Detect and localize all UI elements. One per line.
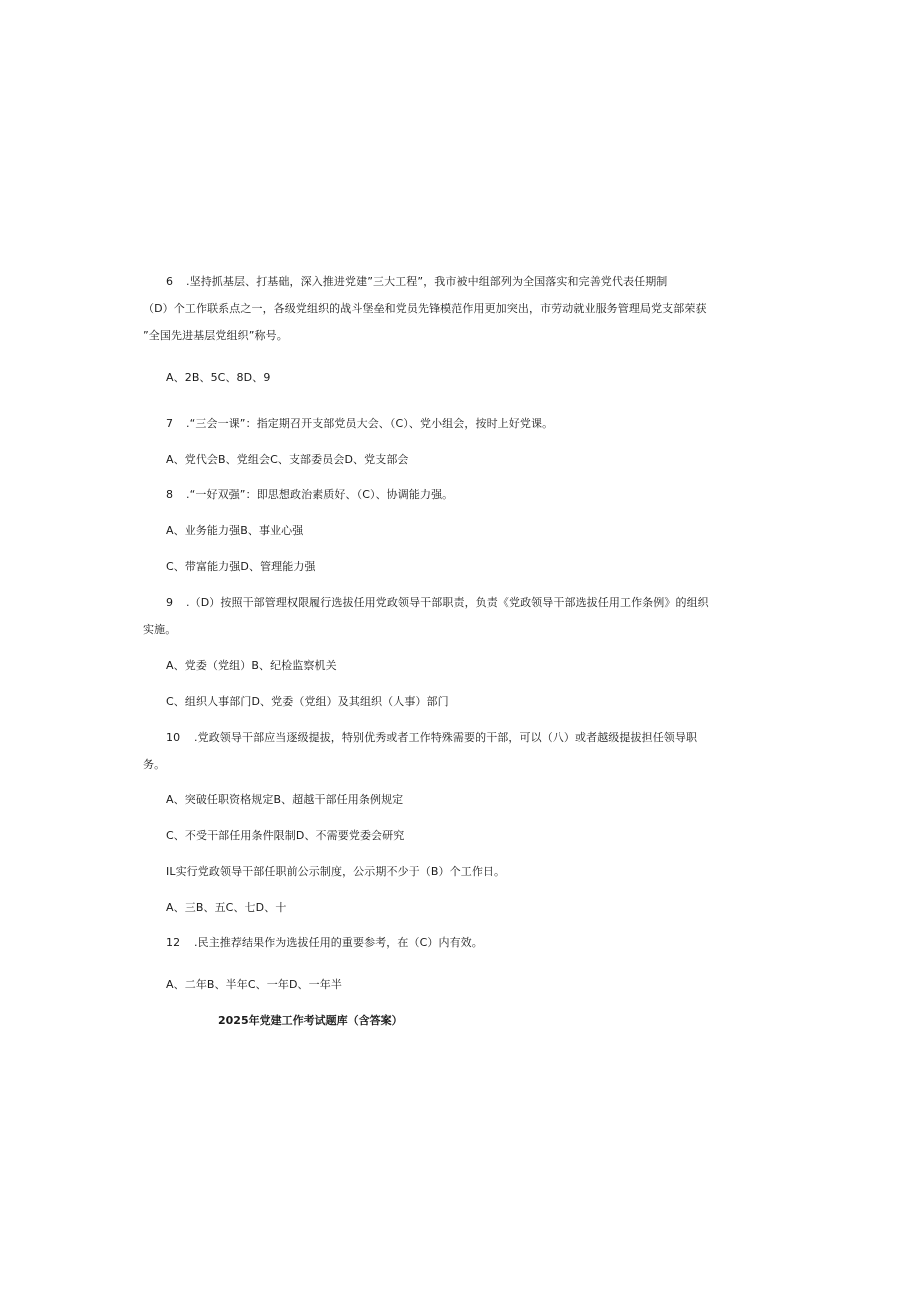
question-6-line-2: （D）个工作联系点之一，各级党组织的战斗堡垒和党员先锋模范作用更加突出，市劳动就业服务管理局党支部荣获 [143, 302, 707, 315]
question-number: 12 [166, 936, 181, 949]
question-number: 8 [166, 488, 174, 501]
question-number: 9 [166, 596, 174, 609]
question-7-options: A、党代会B、党组会C、支部委员会D、党支部会 [166, 453, 409, 466]
question-10-options-1: A、突破任职资格规定B、超越干部任用条例规定 [166, 793, 404, 806]
question-10-line-1 [166, 731, 697, 745]
question-12-line-1 [166, 936, 483, 950]
question-8-options-2: C、带富能力强D、管理能力强 [166, 560, 316, 573]
question-9-line-2: 实施。 [143, 623, 177, 636]
question-text: .“三会一课”：指定期召开支部党员大会、（C）、党小组会，按时上好党课。 [186, 417, 554, 430]
question-9-line-1 [166, 596, 709, 610]
question-12-options: A、二年B、半年C、一年D、一年半 [166, 978, 342, 991]
question-7-line-1 [166, 417, 553, 431]
question-9-options-1: A、党委（党组）B、纪检监察机关 [166, 659, 337, 672]
question-6-line-1 [166, 275, 667, 289]
question-number: 6 [166, 275, 174, 288]
question-11-options: A、三B、五C、七D、十 [166, 901, 287, 914]
question-text: .民主推荐结果作为选拔任用的重要参考，在（C）内有效。 [194, 936, 483, 949]
question-6-line-3: ”全国先进基层党组织”称号。 [143, 329, 288, 342]
question-6-options: A、2B、5C、8D、9 [166, 371, 271, 384]
question-number: 10 [166, 731, 181, 744]
question-11-line-1: IL实行党政领导干部任职前公示制度，公示期不少于（B）个工作日。 [166, 865, 506, 878]
question-text: .“一好双强”：即思想政治素质好、（C）、协调能力强。 [186, 488, 454, 501]
question-10-options-2: C、不受干部任用条件限制D、不需要党委会研究 [166, 829, 405, 842]
question-8-options-1: A、业务能力强B、事业心强 [166, 524, 304, 537]
question-text: .坚持抓基层、打基础，深入推进党建”三大工程”，我市被中组部列为全国落实和完善党代表任期制 [186, 275, 668, 288]
question-10-line-2: 务。 [143, 758, 166, 771]
question-text: .（D）按照干部管理权限履行选拔任用党政领导干部职责，负责《党政领导干部选拔任用工作条例》的组织 [186, 596, 709, 609]
question-9-options-2: C、组织人事部门D、党委（党组）及其组织（人事）部门 [166, 695, 449, 708]
question-text: .党政领导干部应当逐级提拔，特别优秀或者工作特殊需要的干部，可以（八）或者越级提拔担任领导职 [194, 731, 698, 744]
document-title: 2025年党建工作考试题库（含答案） [218, 1014, 403, 1027]
question-number: 7 [166, 417, 174, 430]
question-8-line-1 [166, 488, 453, 502]
